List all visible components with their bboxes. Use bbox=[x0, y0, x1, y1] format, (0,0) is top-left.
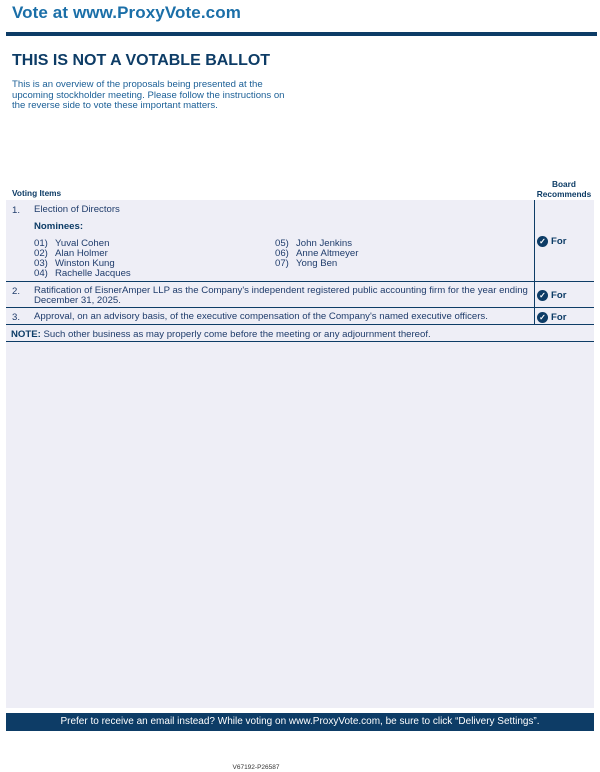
item-number: 2. bbox=[12, 286, 21, 297]
nominees-label: Nominees: bbox=[34, 221, 84, 232]
nominee-list-left bbox=[34, 239, 131, 279]
intro-line: upcoming stockholder meeting. Please follow the instructions on bbox=[12, 89, 285, 101]
check-icon: ✓ bbox=[537, 312, 548, 323]
board-recommends-line: Recommends bbox=[536, 188, 592, 199]
row-divider bbox=[6, 341, 594, 342]
check-icon: ✓ bbox=[537, 290, 548, 301]
intro-line: the reverse side to vote these important matters. bbox=[12, 100, 218, 111]
item-text: Approval, on an advisory basis, of the executive compensation of the Company's named executive officers. bbox=[34, 311, 488, 322]
voting-items-label: Voting Items bbox=[12, 188, 62, 198]
board-recommends-header bbox=[533, 180, 595, 199]
document-code: V67192-P26587 bbox=[232, 764, 280, 771]
ballot-title: THIS IS NOT A VOTABLE BALLOT bbox=[12, 52, 271, 69]
column-divider bbox=[534, 200, 535, 324]
check-icon: ✓ bbox=[537, 236, 548, 247]
item-number: 3. bbox=[12, 312, 21, 323]
header-title[interactable]: Vote at www.ProxyVote.com bbox=[12, 3, 241, 22]
nominee-item: 05) John Jenkins bbox=[275, 238, 352, 249]
recommendation-for: ✓ For bbox=[537, 290, 566, 301]
item-text: Ratification of EisnerAmper LLP as the Company's independent registered public accounting firm for the year ending December 31, 2025. bbox=[34, 285, 528, 307]
row-divider bbox=[6, 281, 594, 282]
recommendation-for: ✓ For bbox=[537, 236, 566, 247]
nominee-item: 02) Alan Holmer bbox=[34, 248, 108, 259]
board-recommends-line: Board bbox=[552, 179, 576, 189]
nominee-list-right bbox=[275, 239, 358, 269]
delivery-settings-banner: Prefer to receive an email instead? While voting on www.ProxyVote.com, be sure to click “Delivery Settings”. bbox=[6, 713, 594, 731]
row-divider bbox=[6, 324, 594, 325]
intro-text bbox=[12, 80, 312, 112]
row-divider bbox=[6, 307, 594, 308]
nominee-item: 01) Yuval Cohen bbox=[34, 238, 110, 249]
item-number: 1. bbox=[12, 205, 21, 216]
item-text: Election of Directors bbox=[34, 204, 120, 215]
note-row: NOTE: Such other business as may properly come before the meeting or any adjournment thereof. bbox=[11, 329, 431, 340]
nominee-item: 03) Winston Kung bbox=[34, 258, 115, 269]
intro-line: This is an overview of the proposals being presented at the bbox=[12, 79, 263, 90]
recommendation-for: ✓ For bbox=[537, 312, 566, 323]
nominee-item: 04) Rachelle Jacques bbox=[34, 268, 131, 279]
nominee-item: 06) Anne Altmeyer bbox=[275, 248, 359, 259]
nominee-item: 07) Yong Ben bbox=[275, 258, 338, 269]
top-rule bbox=[6, 32, 597, 36]
